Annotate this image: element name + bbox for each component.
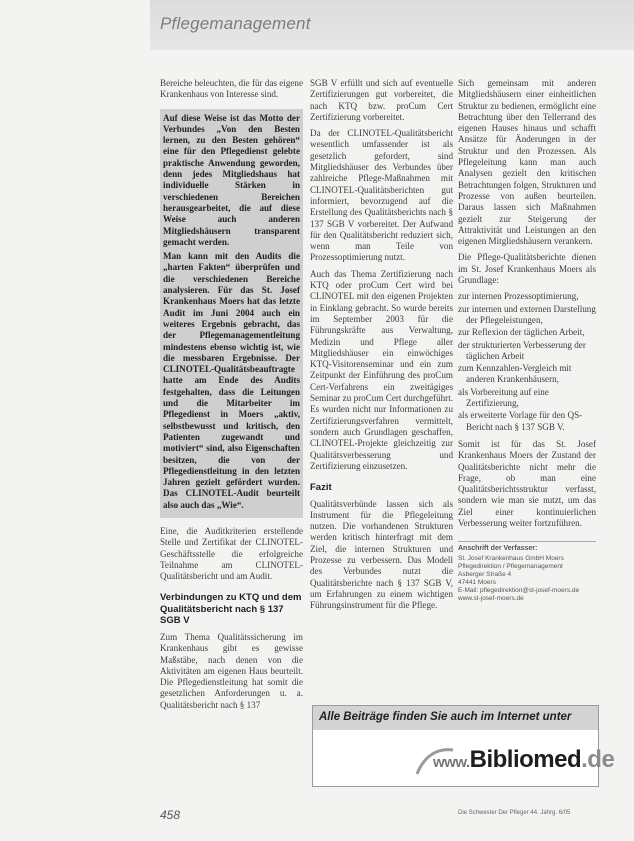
journal-source: Die Schwester Der Pfleger 44. Jahrg. 6/05 xyxy=(458,810,571,816)
column-3 xyxy=(458,78,596,603)
contact-line: St. Josef Krankenhaus GmbH Moers xyxy=(458,555,564,563)
page-number: 458 xyxy=(160,808,181,822)
contact-line: 47441 Moers xyxy=(458,579,496,587)
contact-title: Anschrift der Verfasser: xyxy=(458,545,538,553)
list-item: zur Reflexion der täglichen Arbeit, xyxy=(458,327,585,338)
highlight-paragraph: Auf diese Weise ist das Motto der Verbundes „Von den Besten lernen, zu den Besten gehören“ eine für den Pflegedienst gelebte praktische Anwendung geworden, denn jedes Mitgliedshaus hat individuelle Stärken in verschiedenen Bereichen herausgearbeitet, die auf diese Weise auch anderen Mitgliedshäusern transparent gemacht werden. xyxy=(163,112,300,247)
author-contact xyxy=(458,541,596,603)
list-item: zum Kennzahlen-Vergleich mit anderen Krankenhäusern, xyxy=(458,363,572,385)
highlight-paragraph: Man kann mit den Audits die „harten Fakten“ überprüfen und die verschiedenen Bereiche analysieren. Für das St. Josef Krankenhaus Moers hat das letzte Audit im Juni 2004 auch ein weiteres Ergebnis gebracht, das der Pflegemanagementleitung mindestens ebenso wichtig ist, wie die messbaren Ergebnisse. Der CLINOTEL-Qualitätsbeauftragte hatte am Ende des Audits festgehalten, dass die Leitungen und die Mitarbeiter im Pflegedienst in Moers „aktiv, selbstbewusst und kritisch, den Patienten zugewandt und motiviert“ sind, also Eigenschaften besitzen, die von der Pflegedienstleitung in den letzten Jahren gezielt gefördert wurden. Das CLINOTEL-Audit beurteilt also auch das „Wie“. xyxy=(163,251,300,510)
paragraph: Qualitätsverbünde lassen sich als Instrument für die Pflegeleitung nutzen. Die vorhandenen Strukturen werden kritisch hinterfragt mit dem Ziel, die internen Strukturen und Prozesse zu verbessern. Das Modell des Verbundes nutzt die Qualitätsberichte nach § 137 SGB V, um Erfahrungen zu einem wichtigen Führungsinstrument für die Pflege. xyxy=(310,498,453,611)
paragraph: SGB V erfüllt und sich auf eventuelle Zertifizierungen gut vorbereitet, die nach KTQ bzw. proCum Cert Zertifizierung vorbereitet. xyxy=(310,78,453,122)
paragraph: Auch das Thema Zertifizierung nach KTQ oder proCum Cert wird bei CLINOTEL mit den eigenen Projekten in Einklang gebracht. So wurde bereits im September 2003 für die Führungskräfte aus Verwaltung, Medizin und Pflege aller Mitgliedshäuser ein einwöchiges KTQ-Visitorenseminar und ein zum Zeitpunkt der Einführung des proCum Cert-Verfahrens ein zweitägiges Seminar zu proCum Cert durchgeführt. Es wurden nicht nur Informationen zu Zertifizierungsverfahren vermittelt, sondern auch Grundlagen geschaffen, CLINOTEL-Projekte gleichzeitig zur Qualitätsverbesserung und Zertifizierung einzusetzen. xyxy=(310,268,453,471)
contact-line: www.st-josef-moers.de xyxy=(458,595,524,603)
bullet-list xyxy=(458,291,596,433)
ad-www: www. xyxy=(433,754,470,771)
ad-headline-bar xyxy=(313,706,598,730)
section-title: Pflegemanagement xyxy=(160,14,311,33)
paragraph: Die Pflege-Qualitätsberichte dienen im St. Josef Krankenhaus Moers als Grundlage: xyxy=(458,252,596,286)
contact-line: Asberger Straße 4 xyxy=(458,571,512,579)
ad-headline: Alle Beiträge finden Sie auch im Internet unter xyxy=(319,711,572,723)
paragraph: Eine, die Auditkriterien erstellende Stelle und Zertifikat der CLINOTEL-Geschäftsstelle die erfolgreiche Teilnahme am CLINOTEL-Qualitätsbericht und am Audit. xyxy=(160,525,303,582)
paragraph: Zum Thema Qualitätssicherung im Krankenhaus gibt es gewisse Maßstäbe, nach denen von die Aktivitäten am eigenen Haus beurteilt. Die Pflegedienstleitung hat somit die gesetzlichen Anforderungen u. a. Qualitätsbericht nach § 137 xyxy=(160,631,303,710)
paragraph: Bereiche beleuchten, die für das eigene Krankenhaus von Interesse sind. xyxy=(160,78,303,100)
list-item: der strukturierten Verbesserung der täglichen Arbeit xyxy=(458,339,586,361)
highlight-box xyxy=(160,109,303,518)
bibliomed-advertisement[interactable] xyxy=(312,705,615,787)
ad-tld: .de xyxy=(581,746,615,773)
section-heading: Verbindungen zu KTQ und dem Qualitätsbericht nach § 137 SGB V xyxy=(160,592,302,627)
contact-line: E-Mail: pflegedirektion@st-josef-moers.de xyxy=(458,587,580,595)
column-1 xyxy=(160,78,303,716)
list-item: zur internen Prozessoptimierung, xyxy=(458,291,579,302)
contact-line: Pflegedirektion / Pflegemanagement xyxy=(458,563,563,571)
list-item: als Vorbereitung auf eine Zertifizierung, xyxy=(458,386,549,409)
paragraph: Somit ist für das St. Josef Krankenhaus Moers der Zustand der Qualitätsberichte nicht mehr die Frage, ob man eine Qualitätsberichtsstruktur verfasst, sondern wie man sie nutzt, um das Ziel einer kontinuierlichen Verbesserung weiter fortzuführen. xyxy=(458,438,596,528)
list-item: als erweiterte Vorlage für den QS-Bericht nach § 137 SGB V. xyxy=(458,410,583,432)
paragraph: Da der CLINOTEL-Qualitätsbericht wesentlich umfassender ist als gesetzlich gefordert, sind Mitgliedshäuser des Verbundes über zahlreiche Pflege-Maßnahmen mit CLINOTEL-Qualitätsberichten gut informiert, bevorzugend auf die Erstellung des Qualitätsberichts nach § 137 SGB V vorbereitet. Der Aufwand für den Qualitätsbericht reduziert sich, wenn man Teile von Prozessoptimierung nutzt. xyxy=(310,128,453,263)
column-2 xyxy=(310,78,453,617)
list-item: zur internen und externen Darstellung der Pflegeleistungen, xyxy=(458,303,596,325)
ad-brand-name: Bibliomed xyxy=(469,746,582,773)
section-heading: Fazit xyxy=(310,482,332,494)
paragraph: Sich gemeinsam mit anderen Mitgliedshäusern einer einheitlichen Struktur zu bedienen, ermöglicht eine Betrachtung über den Tellerrand des eigenen Hauses hinaus und schafft Ansätze für Änderungen in der Struktur und den Prozessen. Als Pflegeleitung kann man auch Analysen gezielt den kritischen Betrachtungen folgen, Strukturen und Prozesse von außen beurteilen. Daraus lassen sich Maßnahmen gezielt zur Steigerung der Attraktivität und Leistungen an den eigenen Mitgliedshäusern verankern. xyxy=(458,78,596,247)
ad-brand-url[interactable] xyxy=(433,746,614,774)
